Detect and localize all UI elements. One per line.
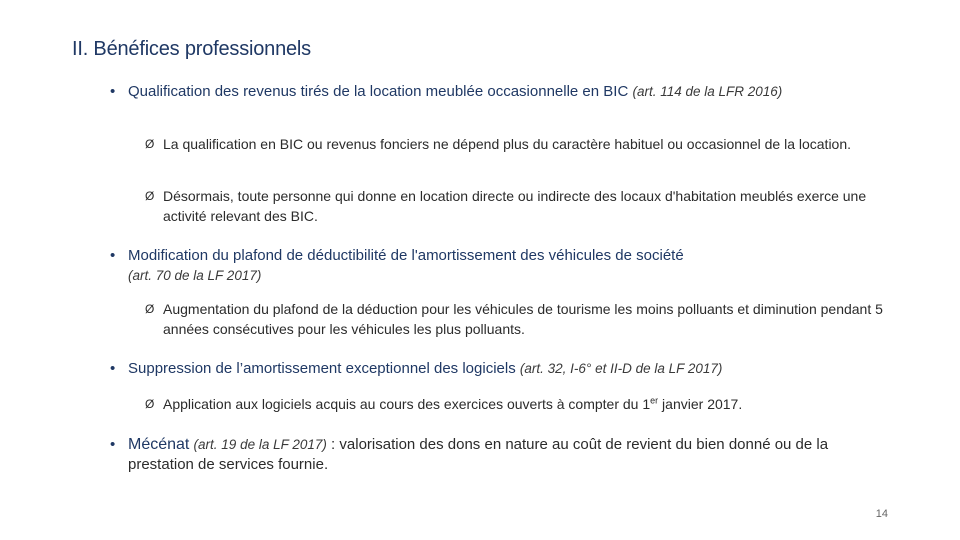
sub-bullet-text: La qualification en BIC ou revenus fonciers ne dépend plus du caractère habituel ou occasionnel de la location. [163,136,852,152]
bullet-heading: Mécénat [128,436,190,453]
arrow-bullet-icon: Ø [145,397,155,411]
sub-bullet [145,394,890,414]
arrow-bullet-icon: Ø [145,302,155,316]
bullet-location-meublee [110,82,890,102]
bullet-icon: • [110,83,116,100]
bullet-vehicules [110,246,890,286]
superscript: er [650,395,659,406]
law-reference: (art. 70 de la LF 2017) [128,268,262,283]
sub-text-part: janvier 2017. [658,396,743,412]
page-number: 14 [875,508,888,520]
arrow-bullet-icon: Ø [145,137,155,151]
sub-bullet [145,299,890,339]
bullet-heading: Modification du plafond de déductibilité de l'amortissement des véhicules de société [128,247,684,264]
law-reference: (art. 114 de la LFR 2016) [632,84,783,99]
sub-bullet-text: Augmentation du plafond de la déduction pour les véhicules de tourisme les moins polluants et diminution pendant 5 années consécutives pour les véhicules les plus polluants. [163,301,883,337]
sub-bullet [145,134,890,154]
bullet-heading: Suppression de l’amortissement exceptionnel des logiciels [128,360,516,377]
bullet-mecenat [110,435,890,475]
bullet-text: : valorisation des dons en nature au coût de revient du bien donné ou de la prestation de services fournie. [128,436,829,473]
sub-bullet-text [163,394,890,414]
arrow-bullet-icon: Ø [145,189,155,203]
sub-bullet-text: Désormais, toute personne qui donne en location directe ou indirecte des locaux d'habitation meublés exerce une activité relevant des BIC. [163,188,867,224]
bullet-logiciels [110,359,890,379]
sub-text-part: Application aux logiciels acquis au cours des exercices ouverts à compter du 1 [163,396,651,412]
slide-title: II. Bénéfices professionnels [72,38,311,60]
bullet-icon: • [110,360,116,377]
bullet-heading: Qualification des revenus tirés de la location meublée occasionnelle en BIC [128,83,629,100]
sub-bullet [145,186,890,226]
law-reference: (art. 32, I-6° et II-D de la LF 2017) [519,361,723,376]
bullet-icon: • [110,436,116,453]
law-reference: (art. 19 de la LF 2017) [193,437,327,452]
bullet-icon: • [110,247,116,264]
